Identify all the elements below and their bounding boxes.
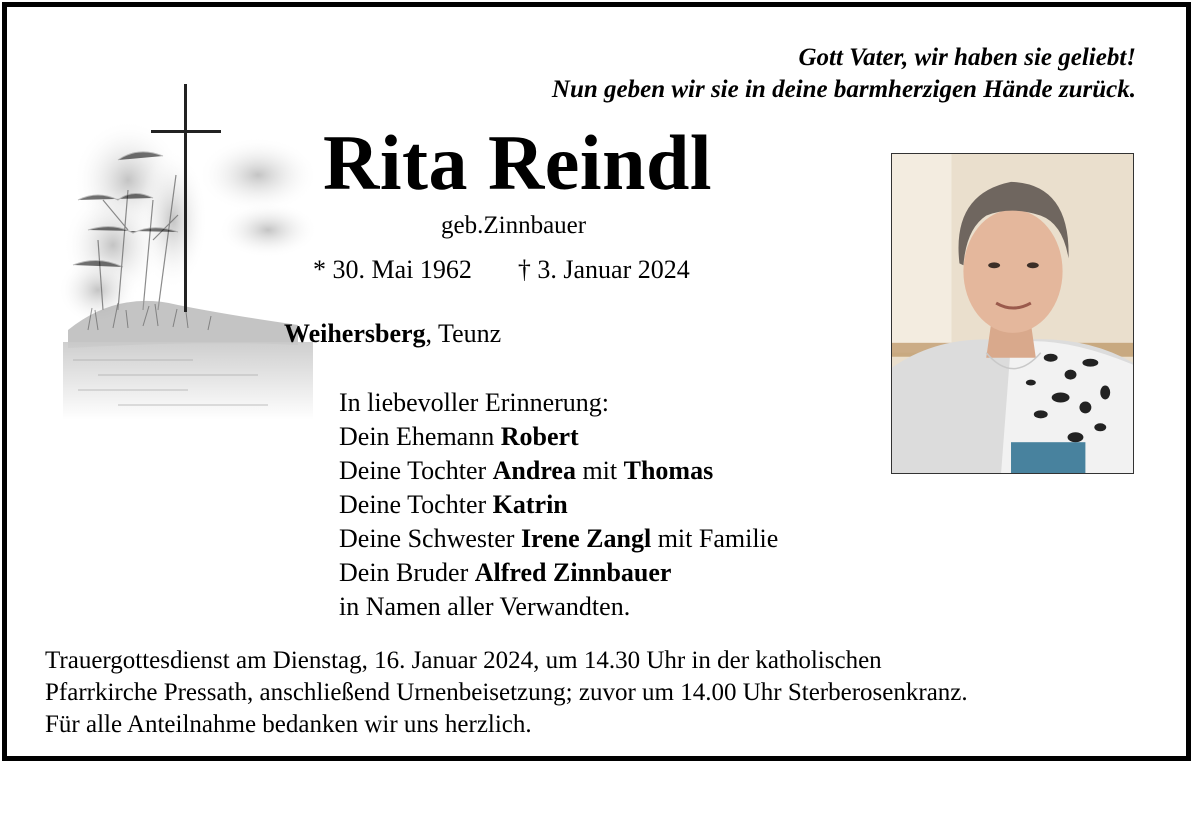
mourner-relation: Deine Tochter xyxy=(339,490,493,519)
mourner-connector: mit Familie xyxy=(651,524,779,553)
service-line-1: Trauergottesdienst am Dienstag, 16. Januar 2024, um 14.30 Uhr in der katholischen xyxy=(45,647,882,674)
mourner-connector: mit xyxy=(575,456,624,485)
cross-landscape-illustration xyxy=(58,80,318,425)
residence-town: , Teunz xyxy=(425,319,502,348)
mourner-name: Robert xyxy=(500,422,579,451)
motto-line-1: Gott Vater, wir haben sie geliebt! xyxy=(798,44,1136,71)
mourner-name: Alfred Zinnbauer xyxy=(474,558,672,587)
life-dates xyxy=(313,254,690,286)
mourner-line xyxy=(339,454,778,488)
mourner-line xyxy=(339,420,778,454)
portrait-photo xyxy=(891,153,1134,474)
mourner-name: Katrin xyxy=(492,490,568,519)
mourner-name-2: Thomas xyxy=(623,456,714,485)
residence xyxy=(284,318,501,350)
mourner-line xyxy=(339,488,778,522)
funeral-service-notice xyxy=(45,645,968,741)
residence-village: Weihersberg xyxy=(284,319,426,348)
mourner-relation: Deine Tochter xyxy=(339,456,493,485)
mourner-relation: Dein Bruder xyxy=(339,558,475,587)
mourners-closing: in Namen aller Verwandten. xyxy=(339,592,631,621)
mourners-block xyxy=(339,386,778,624)
service-line-2: Pfarrkirche Pressath, anschließend Urnenbeisetzung; zuvor um 14.00 Uhr Sterberosenkranz. xyxy=(45,679,968,706)
mourner-line xyxy=(339,556,778,590)
service-line-3: Für alle Anteilnahme bedanken wir uns herzlich. xyxy=(45,711,532,738)
motto-line-2: Nun geben wir sie in deine barmherzigen Hände zurück. xyxy=(551,76,1136,103)
mourner-name: Andrea xyxy=(492,456,576,485)
death-date: † 3. Januar 2024 xyxy=(517,255,690,284)
mourners-intro: In liebevoller Erinnerung: xyxy=(339,388,610,417)
mourner-relation: Deine Schwester xyxy=(339,524,521,553)
motto xyxy=(552,42,1136,106)
mourner-relation: Dein Ehemann xyxy=(339,422,501,451)
mourner-name: Irene Zangl xyxy=(520,524,652,553)
mourner-line xyxy=(339,522,778,556)
maiden-name: geb.Zinnbauer xyxy=(441,212,587,239)
birth-date: * 30. Mai 1962 xyxy=(313,255,472,284)
deceased-name: Rita Reindl xyxy=(323,119,713,206)
